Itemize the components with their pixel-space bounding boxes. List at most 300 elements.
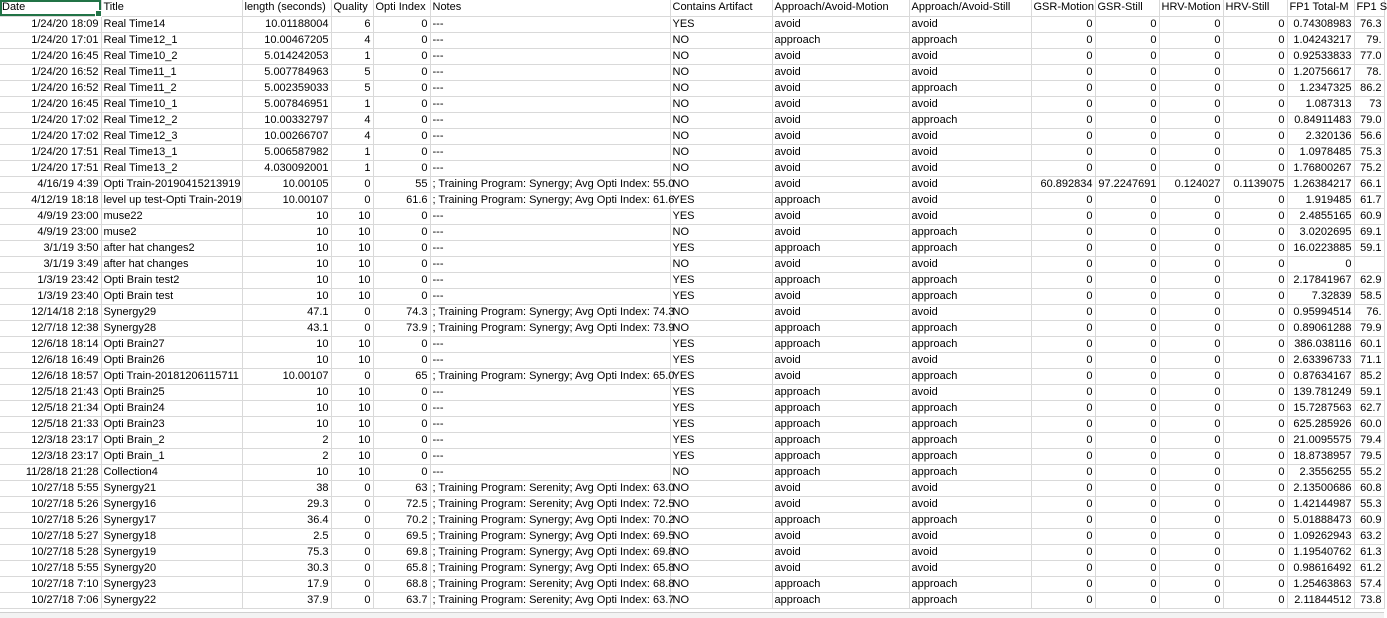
cell[interactable]: 3/1/19 3:49: [0, 256, 101, 272]
cell[interactable]: 0: [1031, 592, 1095, 608]
cell[interactable]: 0: [1159, 528, 1223, 544]
cell[interactable]: 1.09262943: [1287, 528, 1354, 544]
header-cell[interactable]: Quality: [331, 0, 373, 16]
cell[interactable]: 10.00266707: [242, 128, 331, 144]
cell[interactable]: ---: [430, 288, 670, 304]
cell[interactable]: ---: [430, 256, 670, 272]
cell[interactable]: approach: [772, 512, 909, 528]
cell[interactable]: 60.9: [1354, 512, 1384, 528]
cell[interactable]: 0: [373, 160, 430, 176]
cell[interactable]: approach: [909, 240, 1031, 256]
cell[interactable]: 61.3: [1354, 544, 1384, 560]
cell[interactable]: 0: [1223, 192, 1287, 208]
cell[interactable]: 0: [373, 208, 430, 224]
cell[interactable]: NO: [670, 80, 772, 96]
cell[interactable]: 61.2: [1354, 560, 1384, 576]
cell[interactable]: avoid: [772, 496, 909, 512]
cell[interactable]: 0: [1095, 448, 1159, 464]
cell[interactable]: 0: [1159, 224, 1223, 240]
cell[interactable]: 1/24/20 16:52: [0, 64, 101, 80]
cell[interactable]: 1/24/20 17:02: [0, 128, 101, 144]
cell[interactable]: 0: [1159, 16, 1223, 32]
cell[interactable]: Synergy21: [101, 480, 242, 496]
cell[interactable]: 0: [1159, 496, 1223, 512]
cell[interactable]: 10: [242, 208, 331, 224]
cell[interactable]: 0: [1223, 528, 1287, 544]
cell[interactable]: 10: [331, 256, 373, 272]
cell[interactable]: 0.74308983: [1287, 16, 1354, 32]
cell[interactable]: ---: [430, 80, 670, 96]
cell[interactable]: NO: [670, 32, 772, 48]
cell[interactable]: 0: [373, 432, 430, 448]
cell[interactable]: NO: [670, 160, 772, 176]
cell[interactable]: 0: [1031, 480, 1095, 496]
cell[interactable]: 10: [242, 224, 331, 240]
cell[interactable]: 2.320136: [1287, 128, 1354, 144]
cell[interactable]: 0: [1031, 80, 1095, 96]
cell[interactable]: 72.5: [373, 496, 430, 512]
cell[interactable]: after hat changes2: [101, 240, 242, 256]
cell[interactable]: 59.1: [1354, 240, 1384, 256]
cell[interactable]: Real Time12_3: [101, 128, 242, 144]
cell[interactable]: 0: [1031, 448, 1095, 464]
cell[interactable]: Opti Brain test: [101, 288, 242, 304]
cell[interactable]: 0: [1095, 528, 1159, 544]
cell[interactable]: 0: [1223, 144, 1287, 160]
cell[interactable]: 12/3/18 23:17: [0, 432, 101, 448]
cell[interactable]: 0: [1095, 352, 1159, 368]
cell[interactable]: 0: [1223, 368, 1287, 384]
cell[interactable]: 0: [1031, 528, 1095, 544]
cell[interactable]: YES: [670, 448, 772, 464]
cell[interactable]: NO: [670, 544, 772, 560]
cell[interactable]: 10: [242, 272, 331, 288]
cell[interactable]: 0: [1159, 464, 1223, 480]
cell[interactable]: 0: [1159, 592, 1223, 608]
cell[interactable]: approach: [909, 400, 1031, 416]
cell[interactable]: NO: [670, 496, 772, 512]
cell[interactable]: 2.63396733: [1287, 352, 1354, 368]
cell[interactable]: 10.00107: [242, 368, 331, 384]
cell[interactable]: ---: [430, 336, 670, 352]
cell[interactable]: ---: [430, 352, 670, 368]
cell[interactable]: 0: [1223, 16, 1287, 32]
cell[interactable]: ; Training Program: Synergy; Avg Opti Index: 73.9: [430, 320, 670, 336]
cell[interactable]: avoid: [772, 112, 909, 128]
header-cell[interactable]: HRV-Motion: [1159, 0, 1223, 16]
cell[interactable]: 1: [331, 96, 373, 112]
cell[interactable]: approach: [909, 416, 1031, 432]
cell[interactable]: Opti Train-20190415213919: [101, 176, 242, 192]
cell[interactable]: 0: [1159, 400, 1223, 416]
cell[interactable]: 30.3: [242, 560, 331, 576]
cell[interactable]: Real Time13_1: [101, 144, 242, 160]
cell[interactable]: 0: [373, 16, 430, 32]
cell[interactable]: ---: [430, 160, 670, 176]
cell[interactable]: muse22: [101, 208, 242, 224]
cell[interactable]: ---: [430, 416, 670, 432]
cell[interactable]: 69.1: [1354, 224, 1384, 240]
cell[interactable]: avoid: [772, 48, 909, 64]
cell[interactable]: 5: [331, 80, 373, 96]
cell[interactable]: 0: [1095, 256, 1159, 272]
cell[interactable]: avoid: [772, 528, 909, 544]
cell[interactable]: 79.5: [1354, 448, 1384, 464]
cell[interactable]: Synergy19: [101, 544, 242, 560]
cell[interactable]: ---: [430, 272, 670, 288]
cell[interactable]: 0: [1095, 560, 1159, 576]
cell[interactable]: avoid: [909, 352, 1031, 368]
cell[interactable]: 10: [331, 448, 373, 464]
cell[interactable]: 10: [242, 384, 331, 400]
cell[interactable]: 0: [331, 512, 373, 528]
cell[interactable]: 75.3: [242, 544, 331, 560]
cell[interactable]: 0: [1159, 64, 1223, 80]
cell[interactable]: 0: [1159, 560, 1223, 576]
cell[interactable]: YES: [670, 272, 772, 288]
cell[interactable]: 0: [1031, 544, 1095, 560]
cell[interactable]: 2.5: [242, 528, 331, 544]
cell[interactable]: 0: [1223, 384, 1287, 400]
cell[interactable]: 0: [1031, 144, 1095, 160]
cell[interactable]: 0: [1159, 448, 1223, 464]
cell[interactable]: 57.4: [1354, 576, 1384, 592]
cell[interactable]: 0: [1223, 48, 1287, 64]
cell[interactable]: 0: [1031, 112, 1095, 128]
cell[interactable]: approach: [772, 240, 909, 256]
cell[interactable]: YES: [670, 240, 772, 256]
cell[interactable]: 0: [1095, 368, 1159, 384]
cell[interactable]: Real Time11_2: [101, 80, 242, 96]
cell[interactable]: 5.006587982: [242, 144, 331, 160]
cell[interactable]: Real Time14: [101, 16, 242, 32]
cell[interactable]: 5.007784963: [242, 64, 331, 80]
cell[interactable]: approach: [772, 384, 909, 400]
cell[interactable]: 71.1: [1354, 352, 1384, 368]
cell[interactable]: Opti Brain24: [101, 400, 242, 416]
cell[interactable]: approach: [772, 272, 909, 288]
cell[interactable]: 79.0: [1354, 112, 1384, 128]
cell[interactable]: avoid: [909, 560, 1031, 576]
cell[interactable]: 4/16/19 4:39: [0, 176, 101, 192]
cell[interactable]: Real Time12_2: [101, 112, 242, 128]
cell[interactable]: 0: [1223, 32, 1287, 48]
cell[interactable]: 4/12/19 18:18: [0, 192, 101, 208]
cell[interactable]: ---: [430, 16, 670, 32]
cell[interactable]: 1.19540762: [1287, 544, 1354, 560]
cell[interactable]: 0: [373, 32, 430, 48]
cell[interactable]: 0: [1031, 560, 1095, 576]
cell[interactable]: 10/27/18 5:26: [0, 512, 101, 528]
cell[interactable]: 10: [331, 288, 373, 304]
cell[interactable]: NO: [670, 96, 772, 112]
cell[interactable]: approach: [909, 288, 1031, 304]
cell[interactable]: 10.00107: [242, 192, 331, 208]
cell[interactable]: 0: [1223, 272, 1287, 288]
cell[interactable]: 10.00332797: [242, 112, 331, 128]
cell[interactable]: 1.26384217: [1287, 176, 1354, 192]
cell[interactable]: 55.3: [1354, 496, 1384, 512]
cell[interactable]: 0: [1095, 480, 1159, 496]
cell[interactable]: 0: [1095, 112, 1159, 128]
cell[interactable]: 0: [1159, 576, 1223, 592]
cell[interactable]: ; Training Program: Synergy; Avg Opti Index: 61.6: [430, 192, 670, 208]
cell[interactable]: 10: [331, 240, 373, 256]
cell[interactable]: 0: [1223, 224, 1287, 240]
cell[interactable]: 0: [1159, 272, 1223, 288]
cell[interactable]: 69.5: [373, 528, 430, 544]
cell[interactable]: 1: [331, 160, 373, 176]
cell[interactable]: 0: [373, 464, 430, 480]
cell[interactable]: approach: [909, 80, 1031, 96]
cell[interactable]: 0: [331, 528, 373, 544]
cell[interactable]: 0: [1031, 160, 1095, 176]
header-cell[interactable]: Approach/Avoid-Motion: [772, 0, 909, 16]
cell[interactable]: 0: [1223, 544, 1287, 560]
cell[interactable]: 69.8: [373, 544, 430, 560]
cell[interactable]: 0: [1223, 400, 1287, 416]
cell[interactable]: YES: [670, 352, 772, 368]
cell[interactable]: 0: [1159, 80, 1223, 96]
cell[interactable]: 0: [1159, 432, 1223, 448]
header-cell[interactable]: Notes: [430, 0, 670, 16]
cell[interactable]: 0: [1095, 512, 1159, 528]
cell[interactable]: 0: [1223, 560, 1287, 576]
cell[interactable]: 0: [373, 96, 430, 112]
cell[interactable]: ; Training Program: Serenity; Avg Opti Index: 68.8: [430, 576, 670, 592]
cell[interactable]: 1/3/19 23:42: [0, 272, 101, 288]
cell[interactable]: 0: [1159, 144, 1223, 160]
cell[interactable]: 75.2: [1354, 160, 1384, 176]
cell[interactable]: 59.1: [1354, 384, 1384, 400]
cell[interactable]: approach: [772, 320, 909, 336]
cell[interactable]: 0: [1159, 304, 1223, 320]
cell[interactable]: 0: [331, 576, 373, 592]
cell[interactable]: avoid: [909, 208, 1031, 224]
cell[interactable]: 4: [331, 112, 373, 128]
cell[interactable]: 2.3556255: [1287, 464, 1354, 480]
cell[interactable]: Real Time13_2: [101, 160, 242, 176]
cell[interactable]: ---: [430, 112, 670, 128]
cell[interactable]: 55: [373, 176, 430, 192]
cell[interactable]: avoid: [909, 64, 1031, 80]
cell[interactable]: Opti Brain23: [101, 416, 242, 432]
cell[interactable]: 10: [331, 224, 373, 240]
cell[interactable]: Opti Brain test2: [101, 272, 242, 288]
cell[interactable]: approach: [909, 272, 1031, 288]
cell[interactable]: NO: [670, 144, 772, 160]
cell[interactable]: 0: [331, 592, 373, 608]
cell[interactable]: 86.2: [1354, 80, 1384, 96]
cell[interactable]: 0: [1223, 304, 1287, 320]
cell[interactable]: 5: [331, 64, 373, 80]
cell[interactable]: avoid: [772, 96, 909, 112]
cell[interactable]: 0: [1095, 48, 1159, 64]
cell[interactable]: 2: [242, 432, 331, 448]
cell[interactable]: 0: [1159, 208, 1223, 224]
cell[interactable]: 79.4: [1354, 432, 1384, 448]
cell[interactable]: NO: [670, 304, 772, 320]
cell[interactable]: NO: [670, 576, 772, 592]
cell[interactable]: 0: [1031, 304, 1095, 320]
cell[interactable]: Synergy28: [101, 320, 242, 336]
cell[interactable]: 0: [1095, 96, 1159, 112]
cell[interactable]: ---: [430, 400, 670, 416]
cell[interactable]: 5.002359033: [242, 80, 331, 96]
cell[interactable]: 0: [373, 256, 430, 272]
cell[interactable]: 4: [331, 32, 373, 48]
cell[interactable]: 3/1/19 3:50: [0, 240, 101, 256]
cell[interactable]: [1354, 256, 1384, 272]
cell[interactable]: 4: [331, 128, 373, 144]
cell[interactable]: 12/7/18 12:38: [0, 320, 101, 336]
cell[interactable]: 12/5/18 21:34: [0, 400, 101, 416]
header-cell[interactable]: Date: [0, 0, 101, 16]
cell[interactable]: 0: [1031, 240, 1095, 256]
cell[interactable]: Real Time11_1: [101, 64, 242, 80]
cell[interactable]: NO: [670, 64, 772, 80]
cell[interactable]: 0: [1095, 304, 1159, 320]
cell[interactable]: avoid: [909, 96, 1031, 112]
cell[interactable]: 0.92533833: [1287, 48, 1354, 64]
cell[interactable]: 0: [1159, 320, 1223, 336]
cell[interactable]: 2: [242, 448, 331, 464]
cell[interactable]: 56.6: [1354, 128, 1384, 144]
cell[interactable]: 0: [373, 416, 430, 432]
cell[interactable]: 79.: [1354, 32, 1384, 48]
cell[interactable]: avoid: [772, 544, 909, 560]
cell[interactable]: 0: [1095, 160, 1159, 176]
cell[interactable]: ; Training Program: Serenity; Avg Opti Index: 63.0: [430, 480, 670, 496]
cell[interactable]: 0: [1223, 288, 1287, 304]
cell[interactable]: avoid: [909, 48, 1031, 64]
cell[interactable]: YES: [670, 368, 772, 384]
cell[interactable]: 0: [1159, 48, 1223, 64]
cell[interactable]: Synergy16: [101, 496, 242, 512]
cell[interactable]: approach: [909, 448, 1031, 464]
cell[interactable]: 0: [1223, 496, 1287, 512]
header-cell[interactable]: FP1 S: [1354, 0, 1384, 16]
cell[interactable]: 10: [242, 240, 331, 256]
cell[interactable]: 0: [373, 112, 430, 128]
cell[interactable]: 0: [1095, 432, 1159, 448]
cell[interactable]: approach: [909, 576, 1031, 592]
cell[interactable]: YES: [670, 400, 772, 416]
cell[interactable]: avoid: [909, 256, 1031, 272]
cell[interactable]: avoid: [772, 16, 909, 32]
cell[interactable]: 10/27/18 5:55: [0, 560, 101, 576]
cell[interactable]: 0: [1031, 272, 1095, 288]
cell[interactable]: 0: [373, 448, 430, 464]
cell[interactable]: avoid: [772, 224, 909, 240]
cell[interactable]: 0: [1031, 368, 1095, 384]
cell[interactable]: avoid: [909, 160, 1031, 176]
cell[interactable]: avoid: [909, 496, 1031, 512]
cell[interactable]: 0: [1159, 240, 1223, 256]
cell[interactable]: avoid: [772, 256, 909, 272]
header-cell[interactable]: GSR-Still: [1095, 0, 1159, 16]
cell[interactable]: 1/24/20 16:52: [0, 80, 101, 96]
cell[interactable]: 0: [1031, 208, 1095, 224]
cell[interactable]: 0: [1095, 464, 1159, 480]
cell[interactable]: 0: [373, 80, 430, 96]
cell[interactable]: avoid: [909, 192, 1031, 208]
cell[interactable]: 10: [242, 256, 331, 272]
cell[interactable]: 17.9: [242, 576, 331, 592]
cell[interactable]: 37.9: [242, 592, 331, 608]
cell[interactable]: 0: [1095, 320, 1159, 336]
cell[interactable]: 10.00105: [242, 176, 331, 192]
cell[interactable]: 79.9: [1354, 320, 1384, 336]
cell[interactable]: approach: [772, 416, 909, 432]
cell[interactable]: 10: [242, 400, 331, 416]
cell[interactable]: 0: [1031, 496, 1095, 512]
cell[interactable]: 0: [331, 544, 373, 560]
cell[interactable]: 10: [331, 336, 373, 352]
cell[interactable]: 10: [331, 416, 373, 432]
sheet-tab-bar[interactable]: [0, 612, 1384, 618]
cell[interactable]: NO: [670, 48, 772, 64]
cell[interactable]: 78.: [1354, 64, 1384, 80]
cell[interactable]: avoid: [772, 368, 909, 384]
cell[interactable]: muse2: [101, 224, 242, 240]
cell[interactable]: 0: [1031, 336, 1095, 352]
cell[interactable]: NO: [670, 528, 772, 544]
cell[interactable]: approach: [909, 320, 1031, 336]
cell[interactable]: 0: [1223, 160, 1287, 176]
cell[interactable]: 0: [1031, 576, 1095, 592]
cell[interactable]: ---: [430, 224, 670, 240]
cell[interactable]: ---: [430, 432, 670, 448]
cell[interactable]: Real Time10_1: [101, 96, 242, 112]
cell[interactable]: 1.76800267: [1287, 160, 1354, 176]
cell[interactable]: 10: [242, 336, 331, 352]
cell[interactable]: Opti Brain26: [101, 352, 242, 368]
cell[interactable]: 10: [331, 464, 373, 480]
cell[interactable]: avoid: [772, 160, 909, 176]
cell[interactable]: 10: [242, 416, 331, 432]
cell[interactable]: 60.1: [1354, 336, 1384, 352]
cell[interactable]: 625.285926: [1287, 416, 1354, 432]
cell[interactable]: 0: [1223, 576, 1287, 592]
cell[interactable]: NO: [670, 560, 772, 576]
cell[interactable]: ---: [430, 384, 670, 400]
cell[interactable]: 70.2: [373, 512, 430, 528]
header-cell[interactable]: GSR-Motion: [1031, 0, 1095, 16]
cell[interactable]: 1.087313: [1287, 96, 1354, 112]
cell[interactable]: YES: [670, 192, 772, 208]
cell[interactable]: Synergy18: [101, 528, 242, 544]
cell[interactable]: 1.919485: [1287, 192, 1354, 208]
cell[interactable]: 0: [1223, 432, 1287, 448]
cell[interactable]: Collection4: [101, 464, 242, 480]
cell[interactable]: 0: [1159, 32, 1223, 48]
cell[interactable]: 0: [1159, 192, 1223, 208]
cell[interactable]: 61.7: [1354, 192, 1384, 208]
cell[interactable]: 5.014242053: [242, 48, 331, 64]
cell[interactable]: 0: [1159, 384, 1223, 400]
cell[interactable]: 76.: [1354, 304, 1384, 320]
cell[interactable]: avoid: [909, 16, 1031, 32]
cell[interactable]: 0: [331, 368, 373, 384]
cell[interactable]: 0: [1095, 336, 1159, 352]
cell[interactable]: NO: [670, 480, 772, 496]
cell[interactable]: 60.892834: [1031, 176, 1095, 192]
cell[interactable]: 1.20756617: [1287, 64, 1354, 80]
cell[interactable]: 0.87634167: [1287, 368, 1354, 384]
cell[interactable]: 0: [1095, 592, 1159, 608]
cell[interactable]: Synergy23: [101, 576, 242, 592]
